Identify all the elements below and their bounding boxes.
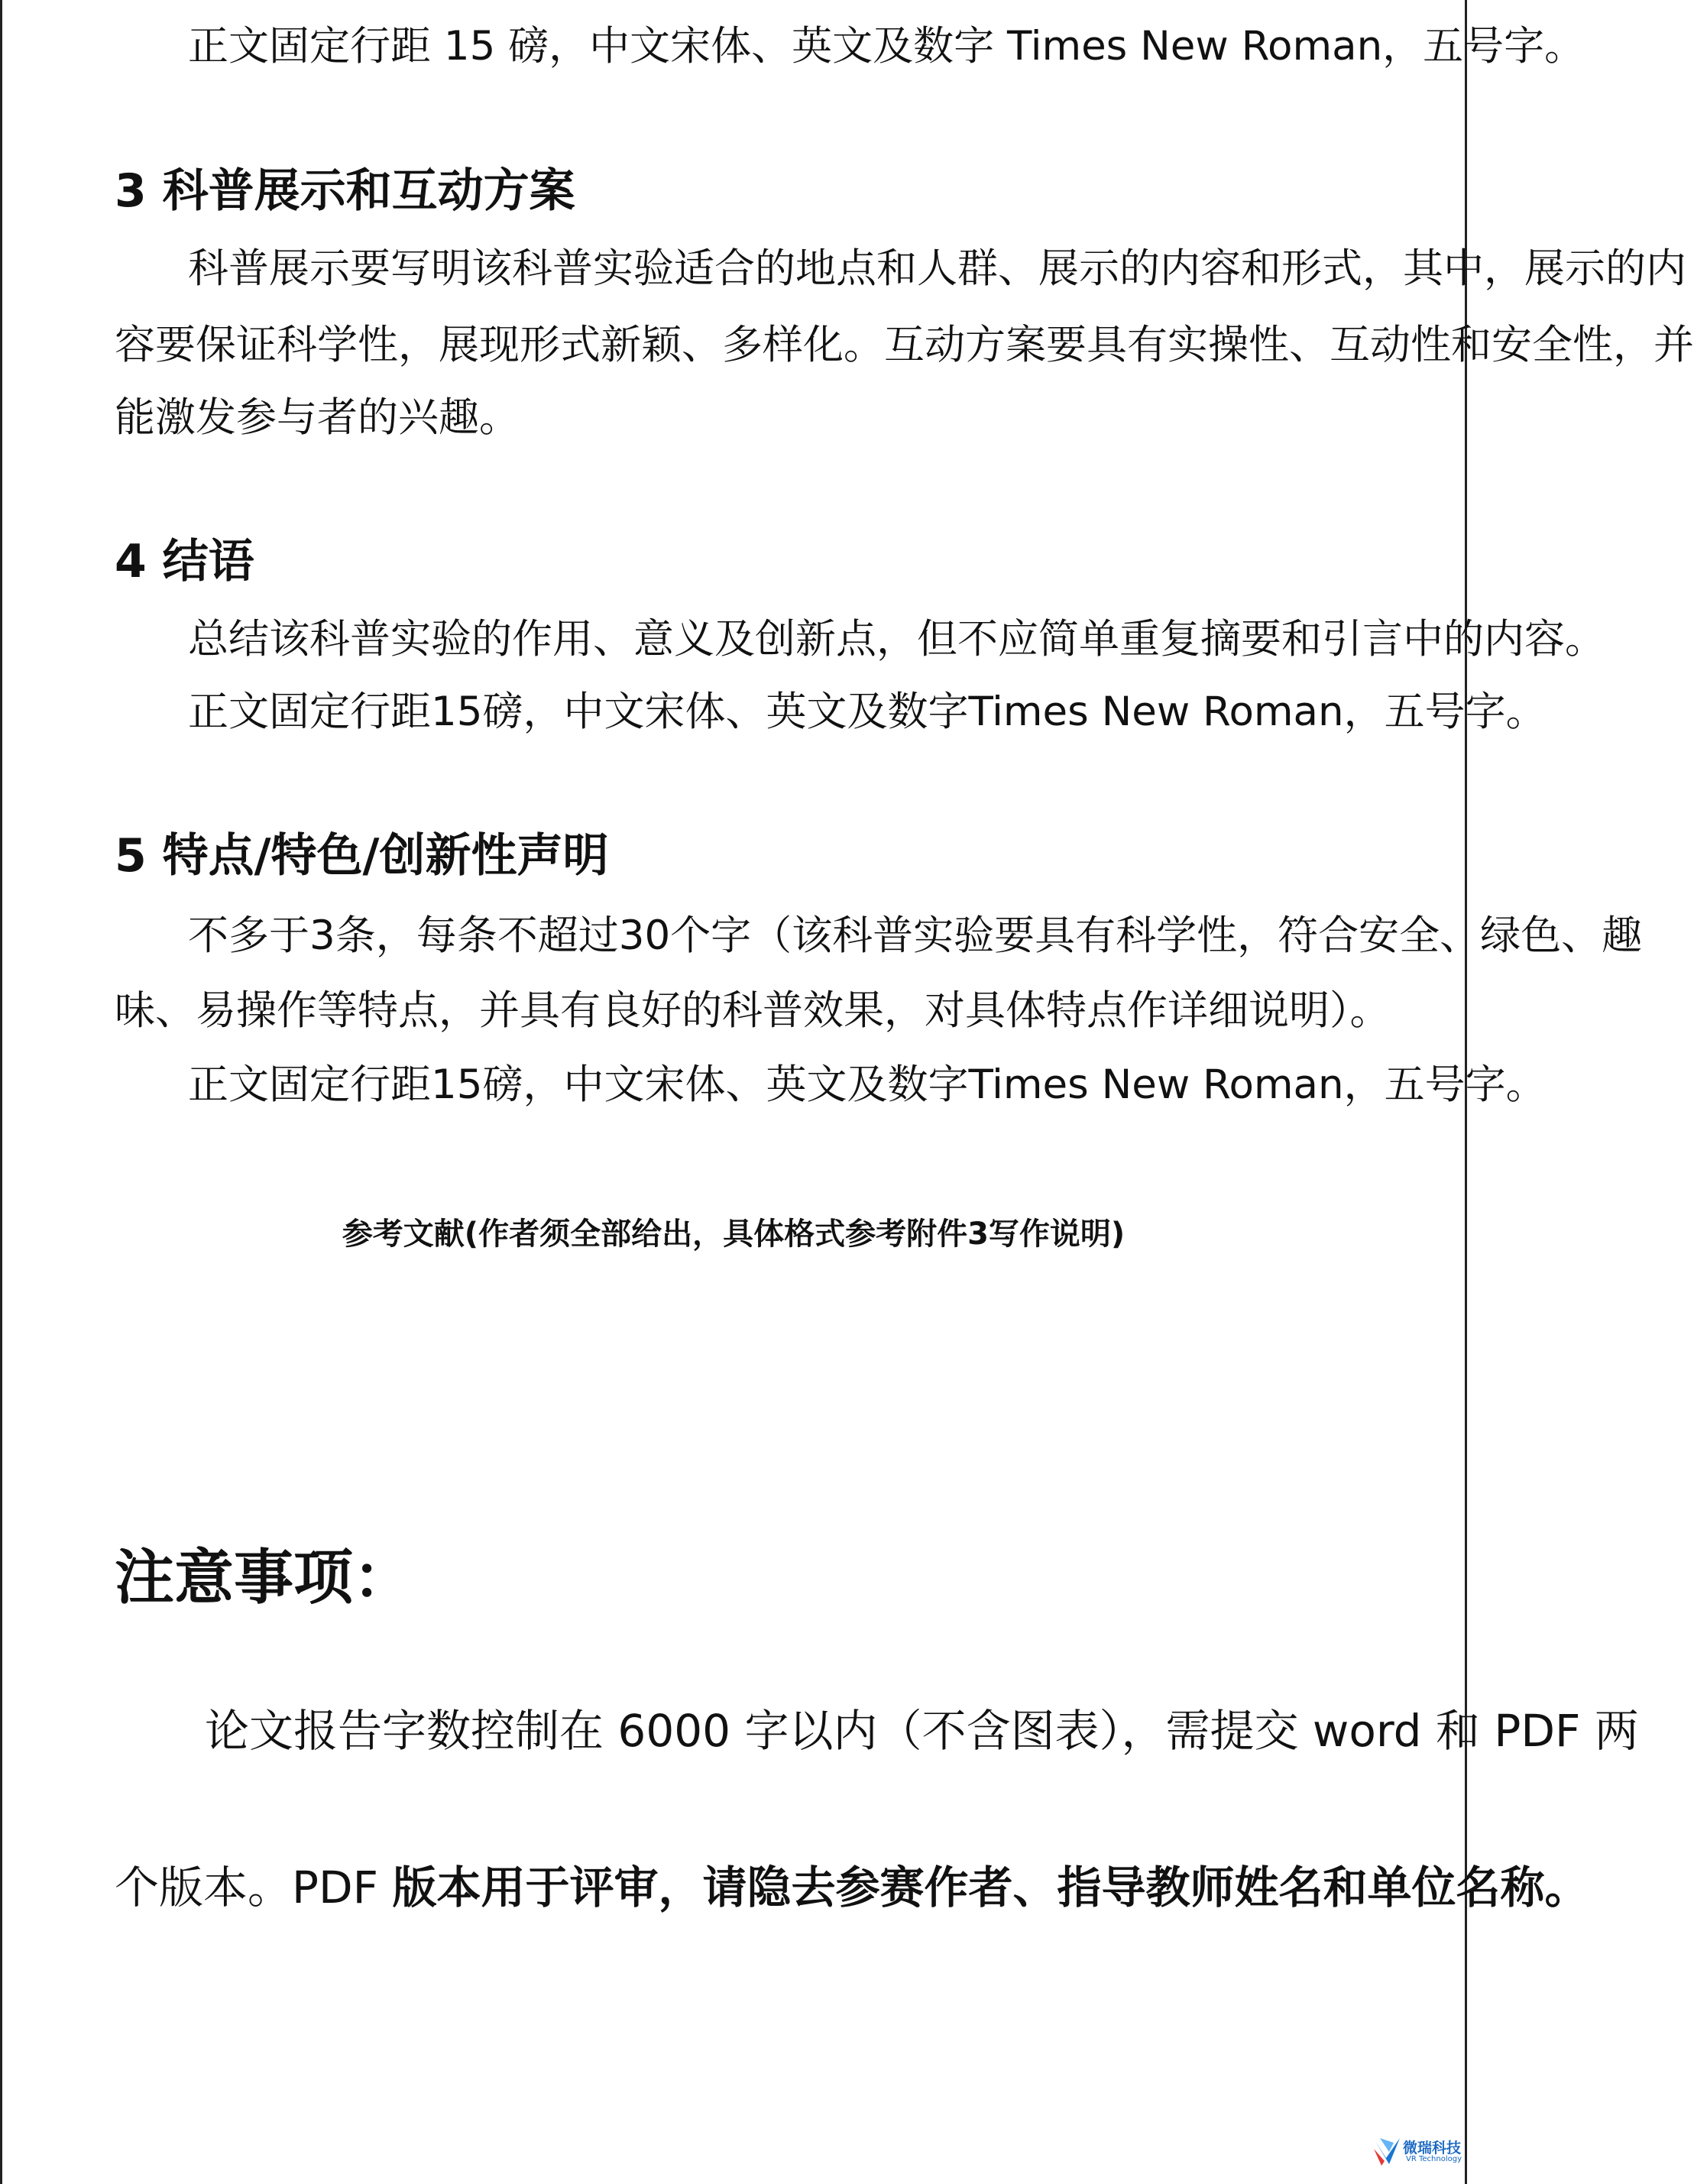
section-5-line: 不多于3条，每条不超过30个字（该科普实验要具有科学性，符合安全、绿色、趣 (188, 912, 1643, 959)
section-3-line: 科普展示要写明该科普实验适合的地点和人群、展示的内容和形式，其中，展示的内 (188, 245, 1686, 292)
logo-subtitle: VR Technology (1406, 2155, 1462, 2163)
section-5-line: 正文固定行距15磅，中文宋体、英文及数字Times New Roman，五号字。 (188, 1061, 1547, 1108)
notice-title: 注意事项： (115, 1544, 413, 1612)
notice-line-1: 论文报告字数控制在 6000 字以内（不含图表），需提交 word 和 PDF 两 (205, 1705, 1639, 1757)
notice-line-2 (115, 1857, 1589, 1918)
section-4-line: 总结该科普实验的作用、意义及创新点，但不应简单重复摘要和引言中的内容。 (188, 616, 1605, 663)
notice-line-2-plain: 个版本。PDF (115, 1862, 393, 1913)
references-note: 参考文献(作者须全部给出，具体格式参考附件3写作说明) (342, 1217, 1126, 1252)
section-3-line: 容要保证科学性，展现形式新颖、多样化。互动方案要具有实操性、互动性和安全性，并 (115, 322, 1694, 368)
company-logo (1372, 2132, 1462, 2175)
section-3-line: 能激发参与者的兴趣。 (115, 394, 520, 441)
section-5-line: 味、易操作等特点，并具有良好的科普效果，对具体特点作详细说明）。 (115, 987, 1391, 1034)
logo-name: 微瑞科技 (1403, 2140, 1462, 2156)
logo-mark-icon (1372, 2135, 1403, 2169)
notice-line-2-bold: 版本用于评审，请隐去参赛作者、指导教师姓名和单位名称。 (392, 1862, 1589, 1913)
section-4-heading: 4 结语 (115, 535, 254, 588)
page-left-border (0, 0, 2, 2184)
section-5-heading: 5 特点/特色/创新性声明 (115, 829, 609, 883)
top-format-note: 正文固定行距 15 磅，中文宋体、英文及数字 Times New Roman，五号字。 (188, 23, 1585, 70)
section-3-heading: 3 科普展示和互动方案 (115, 164, 575, 218)
section-4-line: 正文固定行距15磅，中文宋体、英文及数字Times New Roman，五号字。 (188, 689, 1547, 735)
